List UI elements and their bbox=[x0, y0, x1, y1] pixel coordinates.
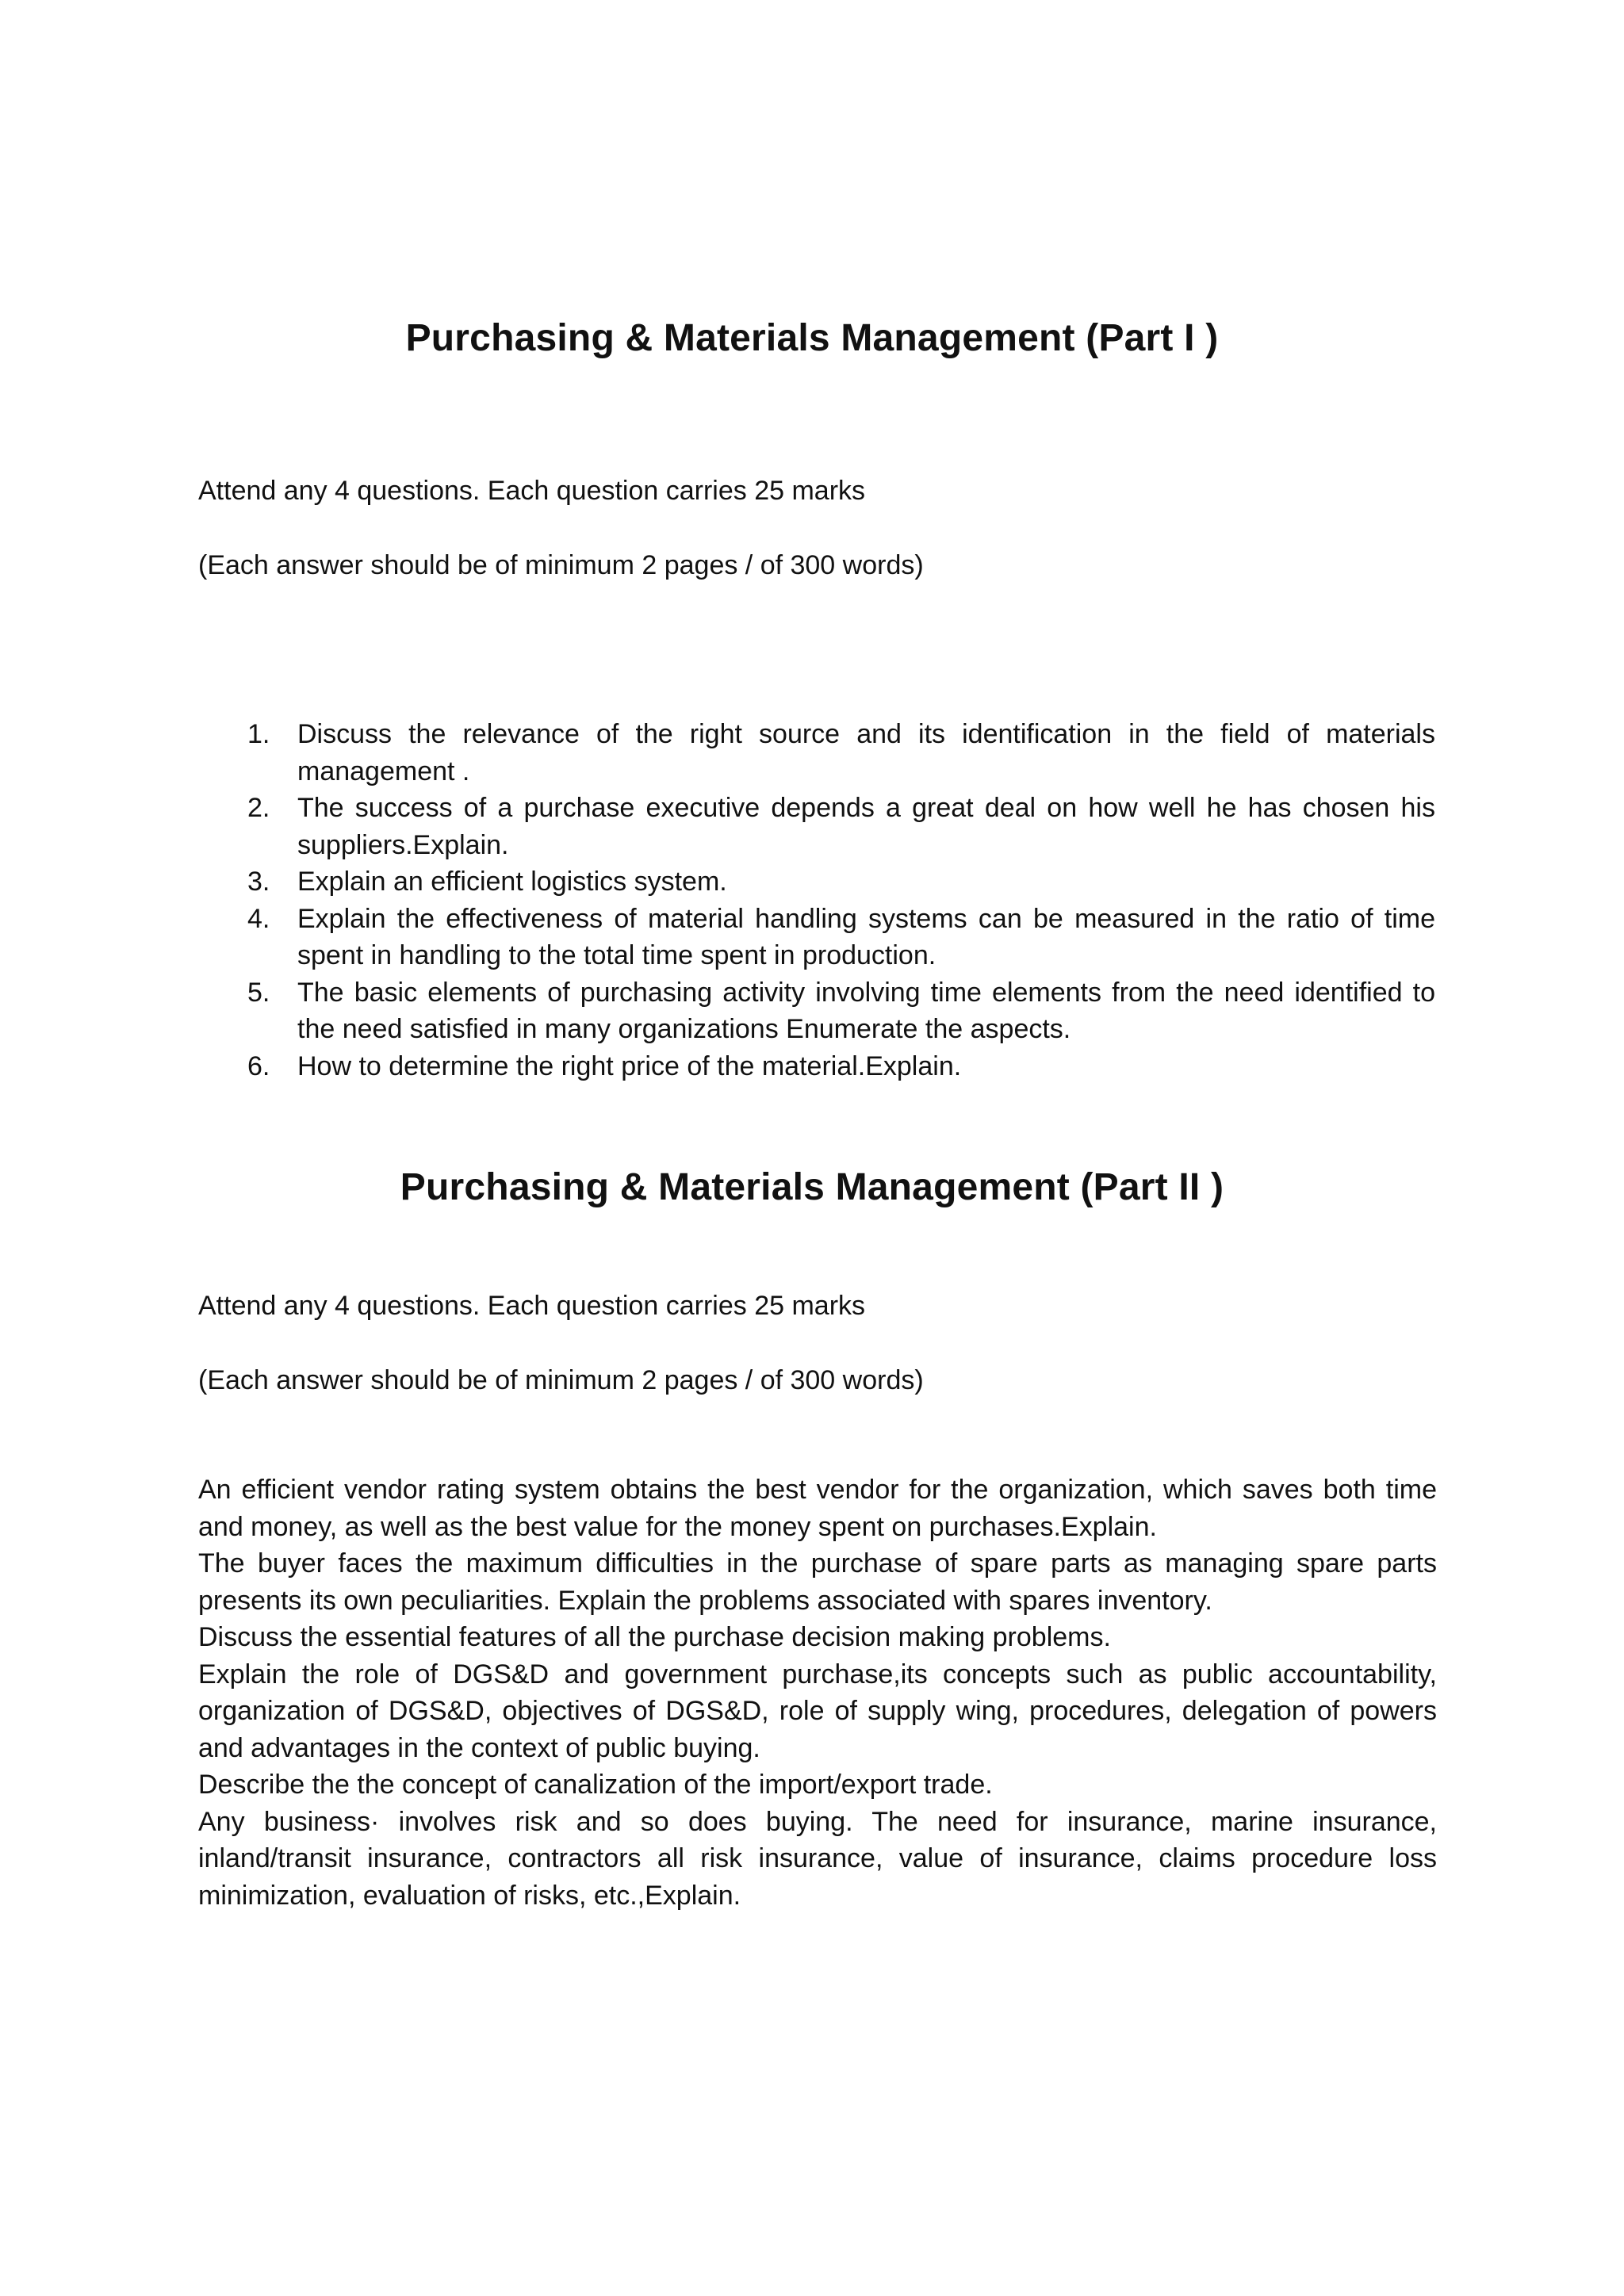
question-number: 4. bbox=[247, 903, 270, 934]
question-paragraph: The buyer faces the maximum difficulties in the purchase of spare parts as managing spare parts presents its own peculiarities. Explain the problems associated with spares inventory. bbox=[198, 1548, 1437, 1616]
part2-question-list bbox=[198, 1471, 1437, 1914]
question-item bbox=[198, 863, 1435, 901]
part2-title: Purchasing & Materials Management (Part II ) bbox=[400, 1166, 1224, 1208]
part1-note: (Each answer should be of minimum 2 pages / of 300 words) bbox=[198, 550, 924, 580]
question-number: 1. bbox=[247, 719, 270, 749]
question-number: 6. bbox=[247, 1050, 270, 1081]
question-paragraph: An efficient vendor rating system obtains the best vendor for the organization, which saves both time and money, as well as the best value for the money spent on purchases.Explain. bbox=[198, 1475, 1437, 1542]
question-paragraph: Any business· involves risk and so does buying. The need for insurance, marine insurance, inland/transit insurance, contractors all risk insurance, value of insurance, claims procedure loss minimization, evaluation of risks, etc.,Explain. bbox=[198, 1806, 1437, 1911]
question-text: Explain the effectiveness of material handling systems can be measured in the ratio of time spent in handling to the total time spent in production. bbox=[297, 903, 1435, 970]
question-text: How to determine the right price of the material.Explain. bbox=[297, 1050, 962, 1081]
question-number: 2. bbox=[247, 793, 270, 823]
question-number: 5. bbox=[247, 977, 270, 1008]
question-item bbox=[198, 716, 1435, 790]
question-item bbox=[198, 1048, 1435, 1085]
question-text: Explain an efficient logistics system. bbox=[297, 867, 727, 897]
part1-instruction: Attend any 4 questions. Each question carries 25 marks bbox=[198, 476, 866, 506]
question-paragraph: Discuss the essential features of all the purchase decision making problems. bbox=[198, 1622, 1111, 1652]
question-item bbox=[198, 901, 1435, 974]
part1-question-list bbox=[198, 716, 1435, 1085]
question-text: The basic elements of purchasing activity involving time elements from the need identified to the need satisfied in many organizations Enumerate the aspects. bbox=[297, 977, 1435, 1044]
question-number: 3. bbox=[247, 867, 270, 897]
question-item bbox=[198, 974, 1435, 1048]
question-text: Discuss the relevance of the right source and its identification in the field of materials management . bbox=[297, 719, 1435, 786]
part2-instruction: Attend any 4 questions. Each question carries 25 marks bbox=[198, 1291, 866, 1321]
part1-title: Purchasing & Materials Management (Part I ) bbox=[405, 317, 1219, 359]
question-paragraph: Explain the role of DGS&D and government purchase,its concepts such as public accountability, organization of DGS&D, objectives of DGS&D, role of supply wing, procedures, delegation of powers and advantages in the context of public buying. bbox=[198, 1659, 1437, 1763]
question-item bbox=[198, 790, 1435, 863]
question-text: The success of a purchase executive depends a great deal on how well he has chosen his suppliers.Explain. bbox=[297, 793, 1435, 860]
part2-note: (Each answer should be of minimum 2 pages / of 300 words) bbox=[198, 1365, 924, 1395]
question-paragraph: Describe the the concept of canalization of the import/export trade. bbox=[198, 1770, 993, 1800]
